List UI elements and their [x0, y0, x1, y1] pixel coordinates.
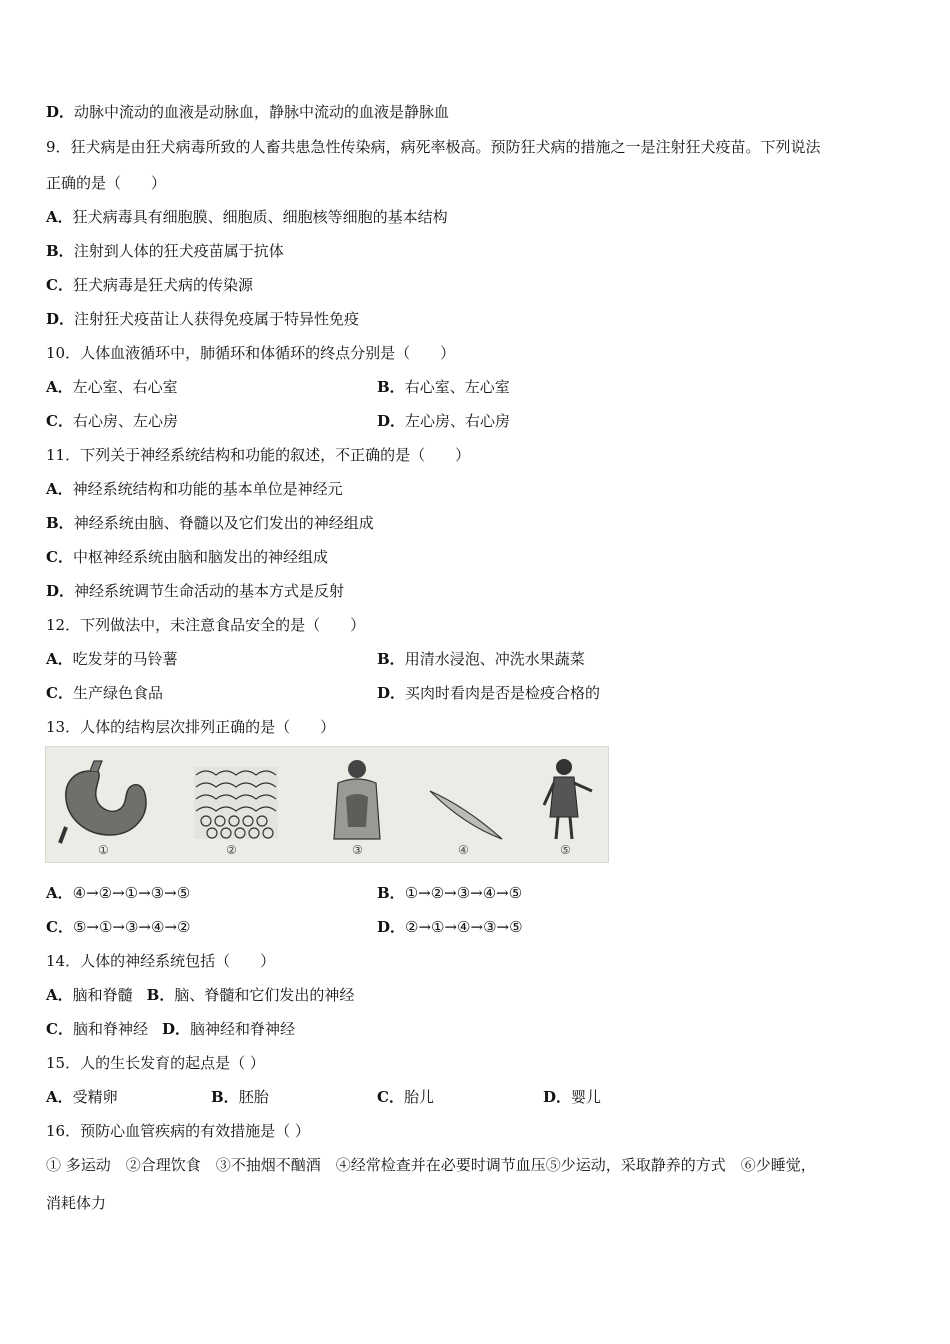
- q16-items-line1: ① 多运动 ②合理饮食 ③不抽烟不酗酒 ④经常检查并在必要时调节血压⑤少运动，采取静养的方式 ⑥少睡觉，: [46, 1156, 816, 1174]
- structure-illustrations: [46, 747, 608, 862]
- q9-option-a: A．狂犬病毒具有细胞膜、细胞质、细胞核等细胞的基本结构: [46, 208, 448, 226]
- q13-stem: 13．人体的结构层次排列正确的是（ ）: [46, 718, 336, 736]
- q11-option-b: B．神经系统由脑、脊髓以及它们发出的神经组成: [46, 514, 374, 532]
- q11-option-d: D．神经系统调节生命活动的基本方式是反射: [46, 582, 345, 600]
- q10-option-d: D．左心房、右心房: [377, 412, 511, 430]
- q11-option-c: C．中枢神经系统由脑和脑发出的神经组成: [46, 548, 328, 566]
- q9-option-b: B．注射到人体的狂犬疫苗属于抗体: [46, 242, 284, 260]
- q15-option-c: C．胎儿: [377, 1088, 434, 1106]
- q13-option-a: A．④→②→①→③→⑤: [46, 884, 191, 902]
- q12-option-c: C．生产绿色食品: [46, 684, 163, 702]
- q9-stem-line2: 正确的是（ ）: [46, 174, 167, 192]
- q11-stem: 11．下列关于神经系统结构和功能的叙述，不正确的是（ ）: [46, 446, 471, 464]
- figure-label-4: ④: [458, 843, 469, 857]
- q14-stem: 14．人体的神经系统包括（ ）: [46, 952, 276, 970]
- q10-option-b: B．右心室、左心室: [377, 378, 510, 396]
- q13-option-b: B．①→②→③→④→⑤: [377, 884, 523, 902]
- q15-option-b: B．胚胎: [211, 1088, 269, 1106]
- figure-label-3: ③: [352, 843, 363, 857]
- body-structure-figure: [45, 746, 609, 863]
- q15-option-a: A．受精卵: [46, 1088, 118, 1106]
- q9-stem-line1: 9．狂犬病是由狂犬病毒所致的人畜共患急性传染病，病死率极高。预防狂犬病的措施之一是注射狂犬疫苗。下列说法: [46, 138, 821, 156]
- q12-option-a: A．吃发芽的马铃薯: [46, 650, 178, 668]
- q10-option-c: C．右心房、左心房: [46, 412, 178, 430]
- q9-option-c: C．狂犬病毒是狂犬病的传染源: [46, 276, 253, 294]
- q15-option-d: D．婴儿: [543, 1088, 602, 1106]
- q10-option-a: A．左心室、右心室: [46, 378, 178, 396]
- figure-label-5: ⑤: [560, 843, 571, 857]
- q9-option-d: D．注射狂犬疫苗让人获得免疫属于特异性免疫: [46, 310, 360, 328]
- person-illustration: [544, 759, 592, 839]
- torso-illustration: [334, 760, 380, 839]
- q10-stem: 10．人体血液循环中，肺循环和体循环的终点分别是（ ）: [46, 344, 456, 362]
- q15-stem: 15．人的生长发育的起点是（ ）: [46, 1054, 265, 1072]
- stomach-illustration: [60, 761, 146, 843]
- q16-stem: 16．预防心血管疾病的有效措施是（ ）: [46, 1122, 310, 1140]
- q12-stem: 12．下列做法中，未注意食品安全的是（ ）: [46, 616, 366, 634]
- q14-options-row2: C．脑和脊神经 D．脑神经和脊神经: [46, 1020, 295, 1038]
- q13-option-d: D．②→①→④→③→⑤: [377, 918, 523, 936]
- cell-illustration: [430, 791, 502, 839]
- q14-options-row1: A．脑和脊髓 B．脑、脊髓和它们发出的神经: [46, 986, 355, 1004]
- q16-items-line2: 消耗体力: [46, 1194, 107, 1212]
- q13-option-c: C．⑤→①→③→④→②: [46, 918, 191, 936]
- q11-option-a: A．神经系统结构和功能的基本单位是神经元: [46, 480, 343, 498]
- figure-label-1: ①: [98, 843, 109, 857]
- q12-option-b: B．用清水浸泡、冲洗水果蔬菜: [377, 650, 585, 668]
- figure-label-2: ②: [226, 843, 237, 857]
- tissue-illustration: [194, 767, 278, 839]
- q12-option-d: D．买肉时看肉是否是检疫合格的: [377, 684, 601, 702]
- q8-option-d: D．动脉中流动的血液是动脉血，静脉中流动的血液是静脉血: [46, 103, 450, 121]
